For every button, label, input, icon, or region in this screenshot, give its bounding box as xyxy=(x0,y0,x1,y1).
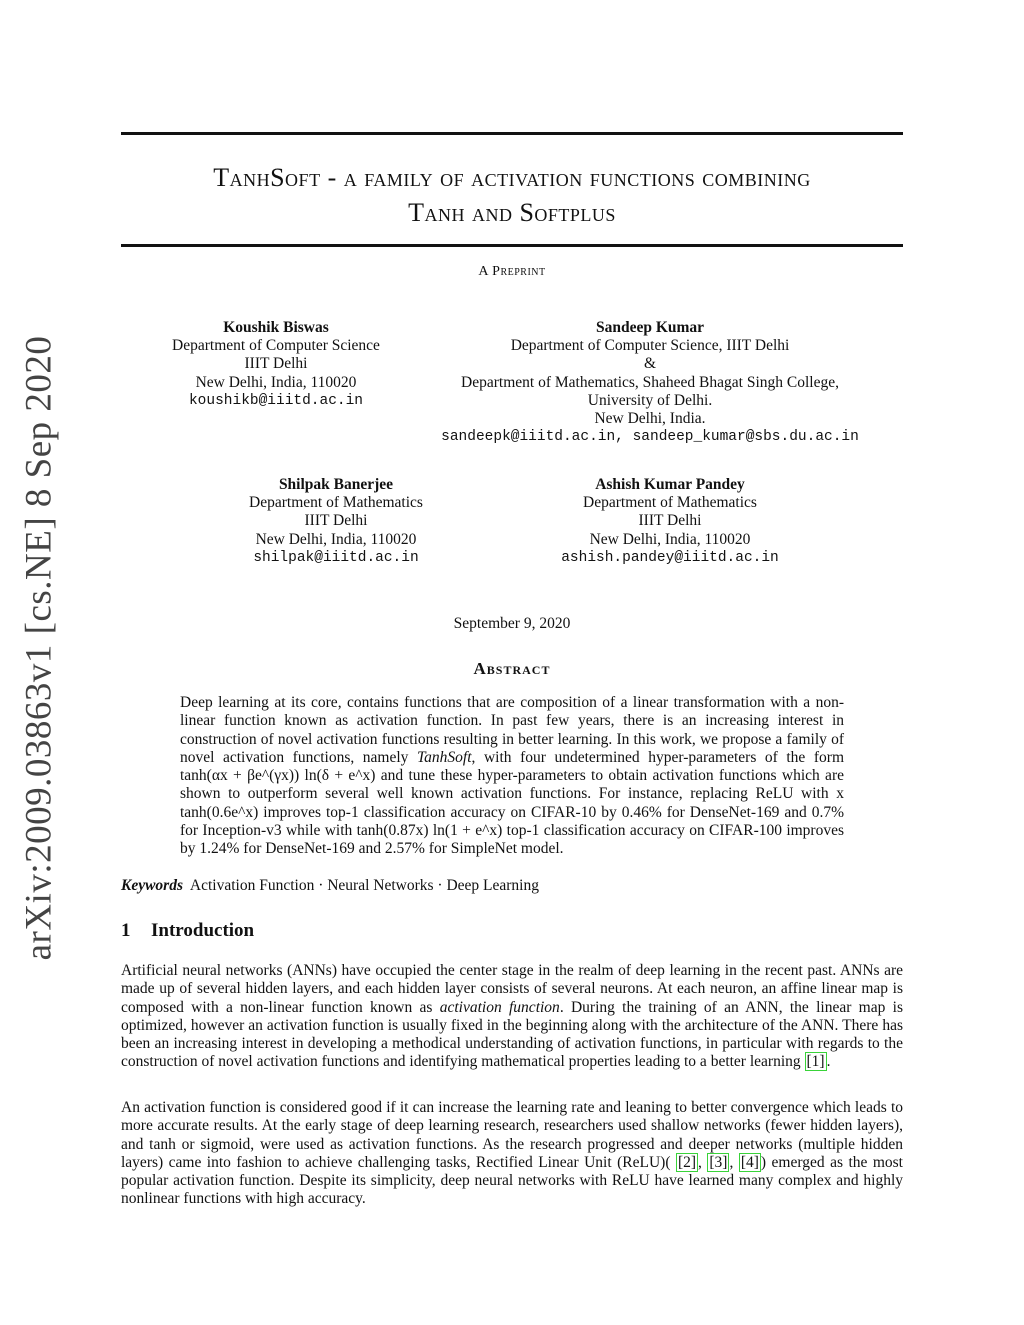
intro-paragraph xyxy=(121,962,903,1072)
paper-title xyxy=(121,160,903,230)
author-affiliation: Department of Mathematics xyxy=(583,494,757,512)
citation-link[interactable]: [1] xyxy=(806,1053,825,1071)
author-name: Koushik Biswas xyxy=(223,319,329,336)
title-line-2: Tanh and Softplus xyxy=(408,198,616,227)
paragraph-text: Artificial neural networks (ANNs) have occupied the center stage in the realm of deep learning in the recent past. ANNs are made up of several hidden layers, and each hidden layer consists of several neurons. At each neuron, an affine linear map is composed with a non-linear function known as xyxy=(121,962,903,1016)
author-affiliation: New Delhi, India, 110020 xyxy=(195,373,357,391)
author-affiliation: New Delhi, India. xyxy=(594,410,706,428)
author-block xyxy=(180,476,492,567)
author-email[interactable]: shilpak@iiitd.ac.in xyxy=(253,549,419,566)
abstract-text: top-1 classification accuracy on CIFAR-100 improves by 1.24% for DenseNet-169 and 2.57% for SimpleNet model. xyxy=(180,822,844,858)
author-affiliation: & xyxy=(643,355,657,373)
abstract-text: and tune these hyper-parameters to obtain activation functions which are shown to outperform several well known activation functions. For instance, replacing ReLU with xyxy=(180,767,844,803)
citation-link[interactable]: [4] xyxy=(740,1153,759,1171)
math-formula: tanh(0.87x) ln(1 + e^x) xyxy=(356,822,503,840)
author-affiliation: Department of Computer Science xyxy=(172,337,380,355)
emphasis-text: activation function xyxy=(439,998,560,1016)
abstract-body xyxy=(180,694,844,859)
abstract-heading: Abstract xyxy=(473,659,551,678)
author-block xyxy=(120,319,432,410)
author-affiliation: IIIT Delhi xyxy=(304,512,368,530)
section-heading xyxy=(121,920,254,942)
author-name: Shilpak Banerjee xyxy=(278,476,394,493)
title-line-1: TanhSoft - a family of activation functions combining xyxy=(213,163,811,192)
separator: , xyxy=(729,1153,739,1171)
author-affiliation: New Delhi, India, 110020 xyxy=(589,530,751,548)
paragraph-text: . xyxy=(826,1053,831,1071)
keywords-line xyxy=(121,877,903,895)
arxiv-margin-stamp xyxy=(18,335,60,960)
author-email[interactable]: sandeepk@iiitd.ac.in, sandeep_kumar@sbs.du.ac.in xyxy=(441,429,859,446)
intro-paragraph xyxy=(121,1099,903,1209)
author-email[interactable]: koushikb@iiitd.ac.in xyxy=(188,392,364,409)
paragraph-text: ) emerged as the most popular activation function. Despite its simplicity, deep neural networks with ReLU have learned many complex and highly nonlinear functions with high accuracy. xyxy=(121,1153,903,1208)
keywords-label: Keywords xyxy=(121,877,183,894)
abstract-text: , with four undetermined hyper-parameters of the form xyxy=(471,748,844,766)
author-email[interactable]: ashish.pandey@iiitd.ac.in xyxy=(561,549,779,566)
paragraph-text: . During the training of an ANN, the linear map is optimized, however an activation function is usually fixed in the beginning along with the architecture of the ANN. There has been an increasing interest in developing a methodical understanding of activation functions, in particular with regards to the construction of novel activation functions and identifying mathematical properties leading to a better learning xyxy=(121,998,903,1071)
preprint-label: A Preprint xyxy=(478,264,546,279)
paper-date: September 9, 2020 xyxy=(453,615,571,632)
author-name: Ashish Kumar Pandey xyxy=(595,476,745,493)
section-title: Introduction xyxy=(151,920,255,941)
author-name: Sandeep Kumar xyxy=(595,319,705,336)
author-affiliation: Department of Mathematics xyxy=(249,494,423,512)
author-block xyxy=(520,476,820,567)
author-affiliation: Department of Computer Science, IIIT Delhi xyxy=(510,337,790,355)
abstract-text: improves top-1 classification accuracy on CIFAR-10 by 0.46% for DenseNet-169 and 0.7% for Inception-v3 while with xyxy=(180,803,844,840)
arxiv-id: arXiv:2009.03863v1 [cs.NE] 8 Sep 2020 xyxy=(18,335,60,960)
author-block xyxy=(400,319,900,446)
author-affiliation: University of Delhi. xyxy=(587,391,713,409)
math-formula: x tanh(0.6e^x) xyxy=(180,785,844,821)
keywords-text: Activation Function · Neural Networks · Deep Learning xyxy=(189,877,539,894)
separator: , xyxy=(698,1153,708,1171)
title-rule-top xyxy=(121,132,903,135)
author-affiliation: IIIT Delhi xyxy=(244,355,308,373)
paragraph-text: An activation function is considered good if it can increase the learning rate and leaning to better convergence which leads to more accurate results. At the early stage of deep learning research, researchers used shallow networks (fewer hidden layers), and tanh or sigmoid, were used as activation functions. As the research progressed and deeper networks (multiple hidden layers) came into fashion to achieve challenging tasks, Rectified Linear Unit (ReLU)( xyxy=(121,1099,903,1171)
citation-link[interactable]: [2] xyxy=(677,1153,697,1171)
author-affiliation: New Delhi, India, 110020 xyxy=(255,530,417,548)
author-affiliation: IIIT Delhi xyxy=(638,512,702,530)
citation-link[interactable]: [3] xyxy=(709,1153,728,1171)
math-formula: tanh(αx + βe^(γx)) ln(δ + e^x) xyxy=(180,767,376,785)
abstract-text: Deep learning at its core, contains functions that are composition of a linear transformation with a non-linear function known as activation function. In past few years, there is an increasing interest in construction of novel activation functions resulting in better learning. In this work, we propose a family of novel activation functions, namely xyxy=(180,694,844,766)
title-rule-bottom xyxy=(121,244,903,247)
section-number: 1 xyxy=(121,920,131,941)
author-affiliation: Department of Mathematics, Shaheed Bhagat Singh College, xyxy=(461,373,839,391)
method-name: TanhSoft xyxy=(416,748,472,766)
